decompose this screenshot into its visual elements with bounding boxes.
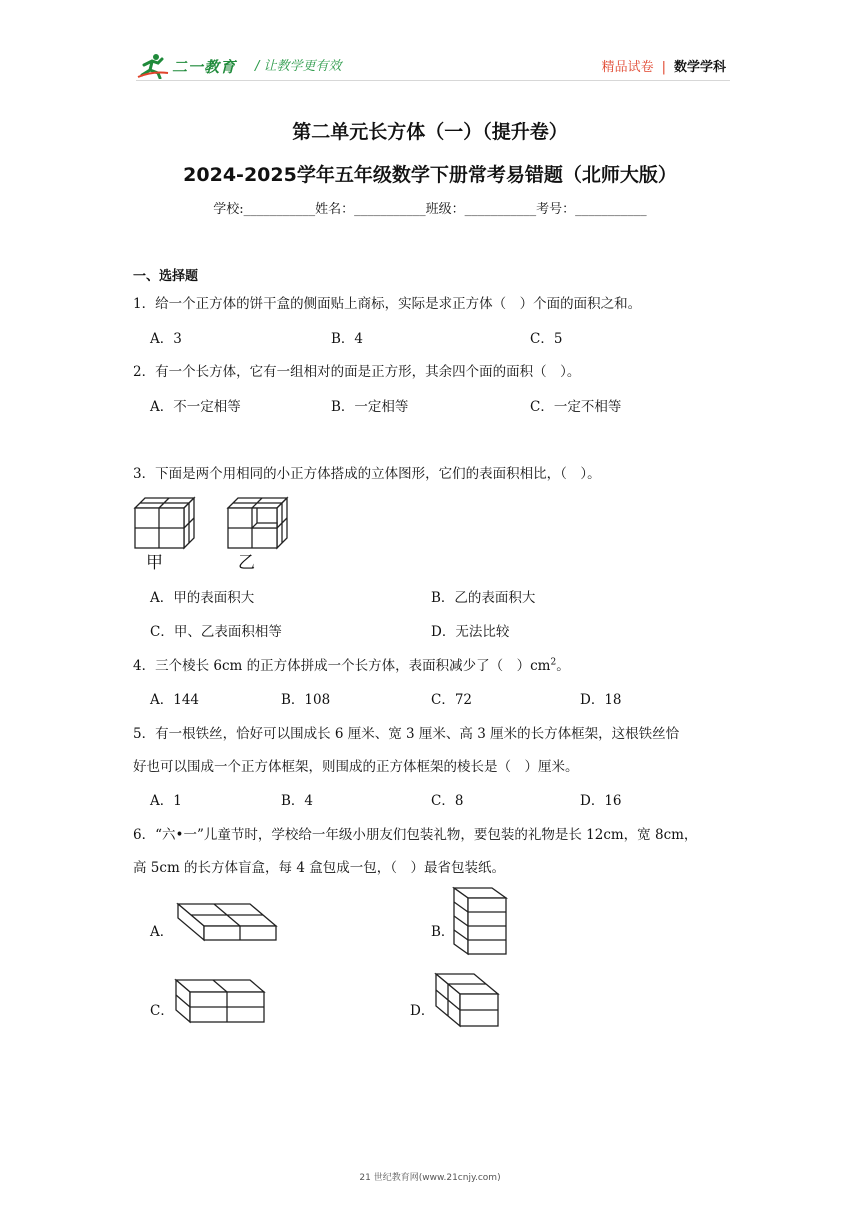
q4-option-c: C．72 [431, 692, 473, 708]
q2-option-a: A．不一定相等 [150, 399, 241, 415]
q2-option-b: B．一定相等 [331, 399, 409, 415]
question-5-line1: 5．有一根铁丝，恰好可以围成长 6 厘米、宽 3 厘米、高 3 厘米的长方体框架，这根铁丝恰 [133, 726, 680, 742]
q4-text: 4．三个棱长 6cm 的正方体拼成一个长方体，表面积减少了（ ）cm [133, 658, 551, 674]
header-label: 精品试卷 [601, 60, 654, 75]
q5-option-c: C．8 [431, 793, 464, 809]
q3-option-c: C．甲、乙表面积相等 [150, 624, 282, 640]
header-subject: 数学学科 [673, 60, 726, 75]
footer: 21 世纪教育网(www.21cnjy.com) [359, 1173, 501, 1183]
section-heading: 一、选择题 [133, 269, 199, 284]
page-title: 第二单元长方体（一）（提升卷） [292, 121, 568, 143]
q6-figure-b [452, 886, 510, 956]
q3-option-d: D．无法比较 [431, 624, 510, 640]
figure-label-yi: 乙 [238, 553, 255, 572]
q4-option-d: D．18 [580, 692, 622, 708]
q3-option-a: A．甲的表面积大 [150, 590, 255, 606]
question-3: 3．下面是两个用相同的小正方体搭成的立体图形，它们的表面积相比，（ ）。 [133, 466, 601, 482]
q1-option-c: C．5 [530, 331, 563, 347]
question-1: 1．给一个正方体的饼干盒的侧面贴上商标，实际是求正方体（ ）个面的面积之和。 [133, 296, 642, 312]
q4-option-b: B．108 [281, 692, 331, 708]
q3-option-b: B．乙的表面积大 [431, 590, 536, 606]
q1-option-a: A．3 [150, 331, 182, 347]
q6-figure-a [176, 900, 280, 944]
q6-figure-c [174, 978, 266, 1024]
q5-option-d: D．16 [580, 793, 622, 809]
q6-option-b: B． [431, 924, 455, 940]
slogan: / 让教学更有效 [255, 59, 342, 74]
q6-figure-d [432, 970, 502, 1030]
question-6-line2: 高 5cm 的长方体盲盒，每 4 盒包成一包，（ ）最省包装纸。 [133, 860, 505, 876]
figure-label-jia: 甲 [146, 553, 163, 572]
q6-option-a: A． [150, 924, 174, 940]
runner-logo-icon [136, 53, 170, 79]
q4-option-a: A．144 [150, 692, 200, 708]
question-5-line2: 好也可以围成一个正方体框架，则围成的正方体框架的棱长是（ ）厘米。 [133, 759, 579, 775]
question-2: 2．有一个长方体，它有一组相对的面是正方形，其余四个面的面积（ ）。 [133, 364, 581, 380]
q6-option-c: C． [150, 1003, 174, 1019]
q4-superscript: 2 [550, 657, 557, 668]
student-info-line: 学校:___________姓名：___________班级：___________考号：___________ [213, 202, 647, 217]
q2-option-c: C．一定不相等 [530, 399, 622, 415]
page-subtitle: 2024-2025学年五年级数学下册常考易错题（北师大版） [183, 164, 677, 186]
header-right [602, 56, 726, 75]
question-6-line1: 6．“六•一”儿童节时，学校给一年级小朋友们包装礼物，要包装的礼物是长 12cm，宽 8cm， [133, 827, 698, 843]
question-4 [133, 654, 570, 674]
q5-option-b: B．4 [281, 793, 314, 809]
q6-option-d: D． [410, 1003, 435, 1019]
q3-figure [130, 490, 300, 572]
q1-option-b: B．4 [331, 331, 364, 347]
q5-option-a: A．1 [150, 793, 182, 809]
brand-name: 二一教育 [172, 57, 237, 76]
header-separator: | [661, 60, 666, 75]
header-divider [136, 80, 730, 81]
brand-logo [136, 52, 236, 80]
q4-text-end: 。 [556, 658, 570, 674]
